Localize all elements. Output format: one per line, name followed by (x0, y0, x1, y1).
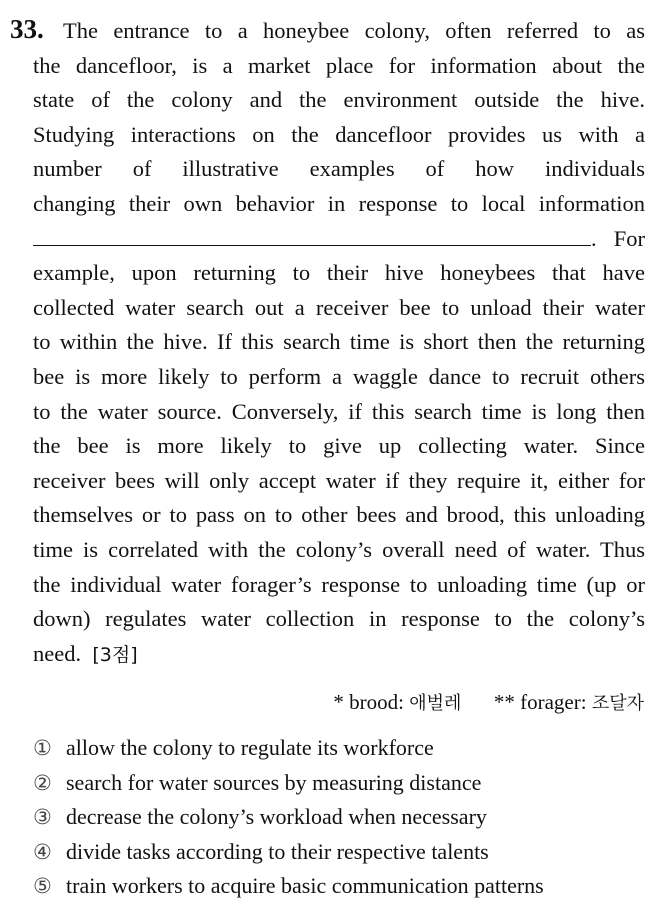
points-badge: [3점] (92, 643, 138, 666)
passage-line: need. (33, 640, 82, 666)
answer-choices (33, 732, 544, 905)
passage-last-line (33, 637, 645, 672)
passage-line: collected water search out a receiver bee to unload their water (33, 294, 645, 320)
footnote-mark: * (333, 690, 344, 714)
passage-line: down) regulates water collection in response to the colony’s (33, 606, 645, 632)
choice-text: divide tasks according to their respective talents (66, 838, 489, 864)
footnotes (333, 689, 644, 715)
passage-line: to within the hive. If this search time is short then the returning (33, 329, 645, 355)
choice-marker: ① (33, 736, 52, 760)
choice-text: allow the colony to regulate its workforce (66, 735, 434, 760)
passage-line: themselves or to pass on to other bees and brood, this unloading (33, 502, 645, 528)
footnote-meaning: 애벌레 (409, 693, 462, 714)
choice-2[interactable] (33, 767, 544, 802)
choice-marker: ④ (33, 839, 52, 864)
passage-line: changing their own behavior in response to local information (33, 190, 645, 216)
choice-marker: ② (33, 770, 52, 795)
footnote-term: brood: (349, 690, 404, 714)
passage-line: the dancefloor, is a market place for information about the (33, 52, 645, 78)
passage-line: to the water source. Conversely, if this search time is long then (33, 398, 645, 424)
choice-4[interactable] (33, 836, 544, 871)
choice-text: decrease the colony’s workload when necessary (66, 804, 487, 829)
passage-line: Studying interactions on the dancefloor provides us with a (33, 121, 645, 147)
passage-line: time is correlated with the colony’s overall need of water. Thus (33, 536, 645, 562)
choice-text: train workers to acquire basic communication patterns (66, 873, 544, 898)
answer-blank (33, 223, 591, 246)
blank-trailing-text: . For (591, 225, 645, 251)
footnote-meaning: 조달자 (591, 693, 644, 714)
choice-1[interactable] (33, 732, 544, 767)
passage (33, 14, 645, 671)
choice-marker: ③ (33, 805, 52, 829)
passage-line: example, upon returning to their hive honeybees that have (33, 260, 645, 286)
question-number: 33. (10, 14, 44, 44)
choice-text: search for water sources by measuring distance (66, 769, 482, 795)
choice-marker: ⑤ (33, 874, 52, 898)
footnote-term: forager: (520, 690, 587, 714)
choice-5[interactable] (33, 870, 544, 905)
passage-line: The entrance to a honeybee colony, often referred to as (63, 18, 645, 43)
footnote-mark: ** (493, 690, 515, 714)
passage-line: bee is more likely to perform a waggle dance to recruit others (33, 363, 645, 389)
passage-line: the bee is more likely to give up collecting water. Since (33, 433, 645, 459)
passage-line: the individual water forager’s response to unloading time (up or (33, 571, 645, 597)
blank-line (33, 222, 645, 257)
passage-line: number of illustrative examples of how individuals (33, 156, 645, 182)
choice-3[interactable] (33, 801, 544, 836)
passage-line: receiver bees will only accept water if they require it, either for (33, 467, 645, 493)
passage-line: state of the colony and the environment outside the hive. (33, 87, 645, 113)
